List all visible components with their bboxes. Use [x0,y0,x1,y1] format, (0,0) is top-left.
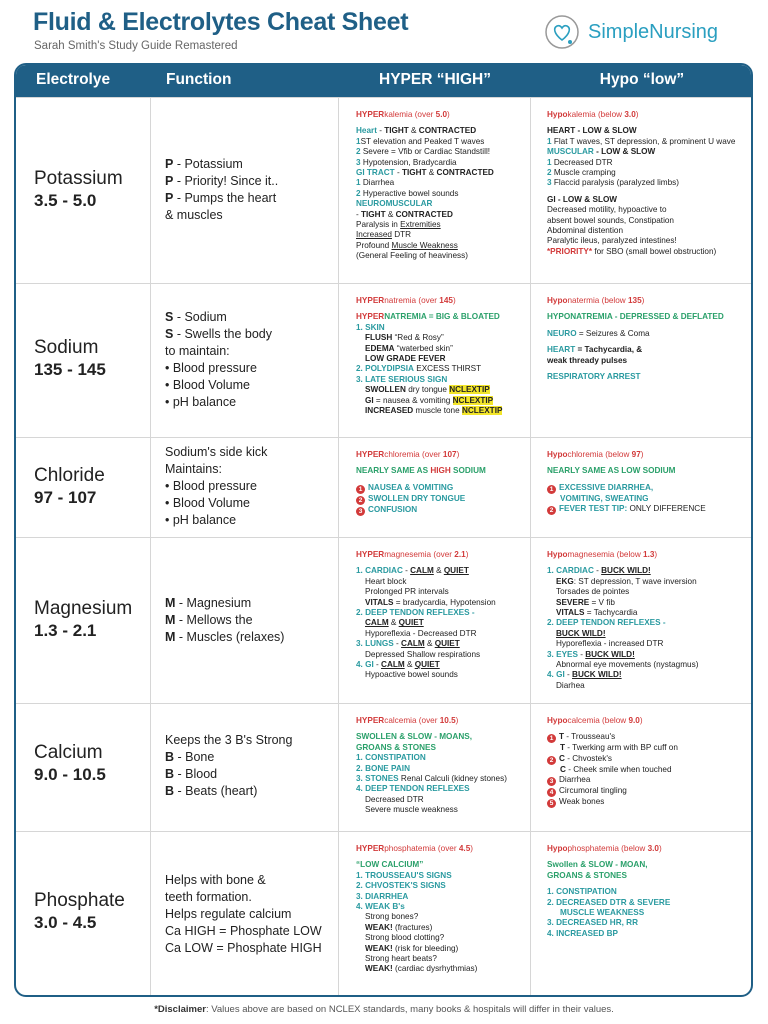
mnemonic-letter: P [165,174,174,188]
table-row-chloride [16,437,751,537]
cheat-sheet-table [14,63,753,997]
number-badge: 3 [547,777,556,786]
header [0,0,768,62]
hypo-sodium: Hyponatermia (below 135) HYPONATREMIA - DEPRESSED & DEFLATED NEURO = Seizures & Coma HEART = Tachycardia, & weak thready pulses RESPIRATORY ARREST [547,296,724,382]
function-potassium [165,156,278,224]
electrolyte-name: Magnesium [34,598,133,619]
hypo-phosphate: Hypophosphatemia (below 3.0) Swollen & SLOW - MOAN, GROANS & STONES 1. CONSTIPATION 2. DECREASED DTR & SEVERE MUSCLE WEAKNESS 3. DECREASED HR, RR 4. INCREASED BP [547,844,671,938]
electrolyte-range: 9.0 - 10.5 [34,765,106,784]
function-line: - Priority! Since it.. [173,174,279,188]
column-header-function: Function [166,71,232,88]
nclex-tip-badge: NCLEXTIP [449,385,490,395]
electrolyte-phosphate [34,890,125,934]
function-line: & muscles [165,208,223,222]
hyper-calcium: HYPERcalcemia (over 10.5) SWOLLEN & SLOW - MOANS, GROANS & STONES 1. CONSTIPATION 2. BONE PAIN 3. STONES Renal Calculi (kidney stones) 4. DEEP TENDON REFLEXES Decreased DTR Severe muscle weakness [356,716,507,815]
number-badge: 2 [356,496,365,505]
page-subtitle: Sarah Smith's Study Guide Remastered [34,40,238,52]
table-row-calcium [16,703,751,831]
table-row-phosphate [16,831,751,997]
electrolyte-name: Sodium [34,337,99,358]
nclex-tip-badge: NCLEXTIP [452,395,494,405]
hyper-sodium: HYPERnatremia (over 145) HYPERNATREMIA = BIG & BLOATED 1. SKIN FLUSH “Red & Rosy” EDEMA “waterbed skin” LOW GRADE FEVER 2. POLYDIPSIA EXCESS THIRST 3. LATE SERIOUS SIGN SWOLLEN dry tongue NCLEXTIP GI = nausea & vomiting NCLEXTIP INCREASED muscle tone NCLEXTIP [356,296,503,416]
electrolyte-range: 135 - 145 [34,360,106,379]
electrolyte-potassium [34,168,123,212]
heart-stethoscope-icon [544,14,580,50]
table-row-magnesium [16,537,751,703]
electrolyte-range: 3.5 - 5.0 [34,191,97,210]
brand-name: SimpleNursing [588,21,719,43]
column-header-electrolyte: Electrolye [36,71,111,88]
page-title: Fluid & Electrolytes Cheat Sheet [33,8,409,36]
function-chloride: Sodium's side kick Maintains: • Blood pressure • Blood Volume • pH balance [165,445,268,527]
function-line: - Potassium [173,157,243,171]
disclaimer [0,1004,768,1015]
hypo-calcium: Hypocalcemia (below 9.0) 1 T - Trousseau's T - Twerking arm with BP cuff on 2 C - Chvostek's C - Cheek smile when touched 3 Diarrhea 4 Circumoral tingling 5 Weak bones [547,716,678,808]
function-line: - Pumps the heart [173,191,277,205]
electrolyte-name: Phosphate [34,890,125,911]
electrolyte-range: 1.3 - 2.1 [34,621,97,640]
number-badge: 2 [547,506,556,515]
hypo-potassium: Hypokalemia (below 3.0) HEART - LOW & SLOW 1 Flat T waves, ST depression, & prominent U wave MUSCULAR - LOW & SLOW 1 Decreased DTR 2 Muscle cramping 3 Flaccid paralysis (paralyzed limbs) GI - LOW & SLOW Decreased motility, hypoactive to absent bowel sounds, Constipation Abdominal distention Paralytic ileus, paralyzed intestines! *PRIORITY* for SBO (small bowel obstruction) [547,110,736,256]
electrolyte-range: 97 - 107 [34,488,97,507]
column-header-hyper: HYPER “HIGH” [379,71,491,88]
electrolyte-name: Potassium [34,168,123,189]
hypo-heading: Hypokalemia (below 3.0) [547,110,639,119]
table-header [16,65,751,97]
hyper-chloride: HYPERchloremia (over 107) NEARLY SAME AS HIGH SODIUM 1 NAUSEA & VOMITING 2 SWOLLEN DRY TONGUE 3 CONFUSION [356,450,486,515]
hyper-phosphate: HYPERphosphatemia (over 4.5) “LOW CALCIUM” 1. TROUSSEAU'S SIGNS 2. CHVOSTEK'S SIGNS 3. DIARRHEA 4. WEAK B's Strong bones? WEAK! (fractures) Strong blood clotting? WEAK! (risk for bleeding) Strong heart beats? WEAK! (cardiac dysrhythmias) [356,844,478,974]
electrolyte-name: Chloride [34,465,105,486]
column-header-hypo: Hypo “low” [599,71,685,88]
function-phosphate: Helps with bone & teeth formation. Helps regulate calcium Ca HIGH = Phosphate LOW Ca LOW = Phosphate HIGH [165,873,322,955]
brand [544,14,744,54]
table-row-sodium [16,283,751,437]
number-badge: 5 [547,799,556,808]
number-badge: 1 [356,485,365,494]
number-badge: 3 [356,507,365,516]
number-badge: 1 [547,485,556,494]
hyper-potassium: HYPERkalemia (over 5.0) Heart - TIGHT & CONTRACTED 1ST elevation and Peaked T waves 2 Severe = Vfib or Cardiac Standstill! 3 Hypotension, Bradycardia GI TRACT - TIGHT & CONTRACTED 1 Diarrhea 2 Hyperactive bowel sounds NEUROMUSCULAR - TIGHT & CONTRACTED Paralysis in Extremities Increased DTR Profound Muscle Weakness (General Feeling of heaviness) [356,110,494,261]
hypo-chloride: Hypochloremia (below 97) NEARLY SAME AS LOW SODIUM 1 EXCESSIVE DIARRHEA, VOMITING, SWEATING 2 FEVER TEST TIP: ONLY DIFFERENCE [547,450,706,515]
disclaimer-label: *Disclaimer [154,1004,206,1015]
electrolyte-sodium [34,337,106,381]
hypo-magnesium: Hypomagnesemia (below 1.3) 1. CARDIAC - BUCK WILD! EKG: ST depression, T wave inversion Torsades de pointes SEVERE = V fib VITALS = Tachycardia 2. DEEP TENDON REFLEXES - BUCK WILD! Hyporeflexia - increased DTR 3. EYES - BUCK WILD! Abnormal eye movements (nystagmus) 4. GI - BUCK WILD! Diarhea [547,550,699,690]
mnemonic-letter: P [165,191,174,205]
electrolyte-range: 3.0 - 4.5 [34,913,97,932]
mnemonic-letter: P [165,157,174,171]
hyper-magnesium: HYPERmagnesemia (over 2.1) 1. CARDIAC - CALM & QUIET Heart block Prolonged PR intervals VITALS = bradycardia, Hypotension 2. DEEP TENDON REFLEXES - CALM & QUIET Hyporeflexia - Decreased DTR 3. LUNGS - CALM & QUIET Depressed Shallow respirations 4. GI - CALM & QUIET Hypoactive bowel sounds [356,550,496,680]
disclaimer-text: : Values above are based on NCLEX standards, many books & hospitals will differ in their values. [205,1004,614,1015]
electrolyte-magnesium [34,598,132,642]
number-badge: 4 [547,788,556,797]
nclex-tip-badge: NCLEXTIP [461,406,503,416]
number-badge: 2 [547,756,556,765]
electrolyte-chloride [34,465,105,509]
function-magnesium: M - Magnesium M - Mellows the M - Muscles (relaxes) [165,596,285,644]
function-sodium: S - Sodium S - Swells the body to maintain: • Blood pressure • Blood Volume • pH balance [165,310,273,409]
number-badge: 1 [547,734,556,743]
electrolyte-name: Calcium [34,742,103,763]
electrolyte-calcium [34,742,106,786]
hyper-heading: HYPERkalemia (over 5.0) [356,110,450,119]
function-calcium: Keeps the 3 B's Strong B - Bone B - Blood B - Beats (heart) [165,733,293,798]
table-row-potassium [16,97,751,283]
